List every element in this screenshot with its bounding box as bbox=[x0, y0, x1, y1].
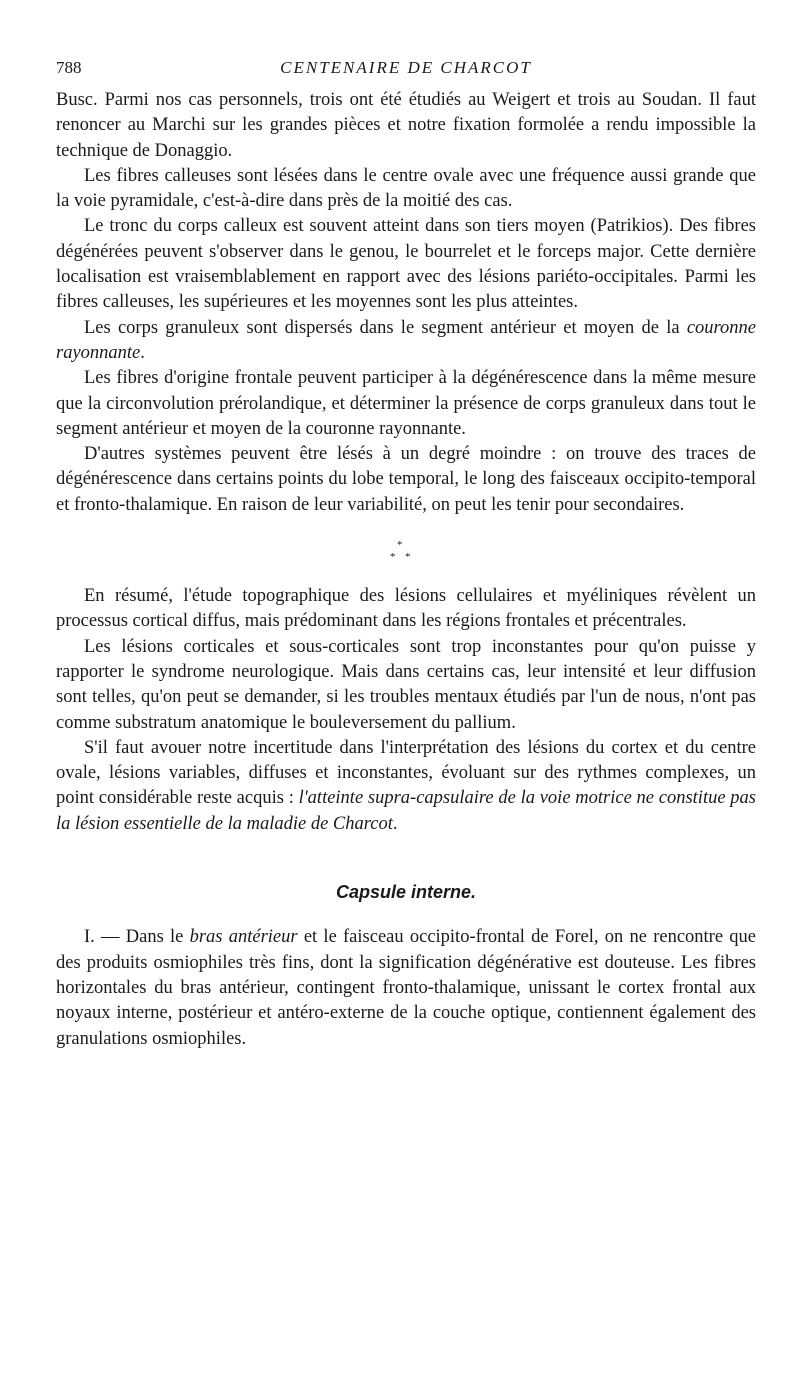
text-run: Les fibres d'origine frontale peuvent participer à la dégénérescence dans la même mesure que la circonvolution prérolandique, et déterminer la présence de corps granuleux dans tout le segment antérieur et moyen de la couronne rayonnante. bbox=[56, 368, 756, 439]
paragraph bbox=[56, 925, 756, 1051]
italic-text: couronne rayonnante bbox=[56, 317, 756, 363]
separator-star-top: * bbox=[397, 539, 403, 552]
italic-text: bras antérieur bbox=[189, 927, 298, 948]
paragraph-group-c bbox=[56, 925, 756, 1051]
text-run: Le tronc du corps calleux est souvent atteint dans son tiers moyen (Patrikios). Des fibres dégénérées peuvent s'observer dans le genou, le bourrelet et le forceps major. Cette dernière localisation est vraisemblablement en rapport avec des lésions pariéto-occipitales. Parmi les fibres calleuses, les supérieures et les moyennes sont les plus atteintes. bbox=[56, 216, 756, 313]
paragraph bbox=[56, 442, 756, 518]
paragraph bbox=[56, 316, 756, 367]
text-run: S'il faut avouer notre incertitude dans l'interprétation des lésions du cortex et du centre ovale, lésions variables, diffuses et inconstantes, évoluant sur des rythmes complexes, un point considérable reste acquis : bbox=[56, 737, 756, 809]
separator-star-right: * bbox=[405, 551, 411, 564]
text-run: . bbox=[140, 342, 145, 363]
text-run: Les lésions corticales et sous-corticales sont trop inconstantes pour qu'on puisse y rapporter le syndrome neurologique. Mais dans certains cas, leur intensité et leur diffusion sont telles, qu'on peut se demander, si les troubles mentaux étudiés par l'un de nous, n'ont pas comme substratum anatomique le bouleversement du pallium. bbox=[56, 636, 756, 733]
section-heading: Capsule interne. bbox=[335, 882, 477, 903]
text-run: Les corps granuleux sont dispersés dans le segment antérieur et moyen de la bbox=[84, 317, 687, 338]
text-run: . bbox=[392, 813, 398, 834]
italic-text: l'atteinte supra-capsulaire de la voie motrice ne constitue pas la lésion essentielle de la maladie de Charcot bbox=[56, 788, 756, 834]
page-number: 788 bbox=[56, 58, 82, 77]
paragraph-group-b bbox=[56, 584, 756, 837]
text-run: En résumé, l'étude topographique des lésions cellulaires et myéliniques révèlent un processus cortical diffus, mais prédominant dans les régions frontales et précentrales. bbox=[56, 586, 756, 632]
text-run: Les fibres calleuses sont lésées dans le centre ovale avec une fréquence aussi grande que la voie pyramidale, c'est-à-dire dans près de la moitié des cas. bbox=[56, 165, 756, 212]
text-run: D'autres systèmes peuvent être lésés à un degré moindre : on trouve des traces de dégénérescence dans certains points du lobe temporal, le long des faisceaux occipito-temporal et fronto-thalamique. En raison de leur variabilité, on peut les tenir pour secondaires. bbox=[56, 444, 756, 515]
text-run: et le faisceau occipito-frontal de Forel, on ne rencontre que des produits osmiophiles très fins, dont la signification dégénérative est douteuse. Les fibres horizontales du bras antérieur, contingent fronto-thalamique, unissant le cortex frontal aux noyaux interne, postérieur et antéro-externe de la couche optique, contiennent également des granulations osmiophiles. bbox=[56, 927, 757, 1049]
paragraph bbox=[56, 164, 756, 215]
separator-star-left: * bbox=[390, 551, 396, 564]
section-separator bbox=[56, 518, 756, 584]
paragraph bbox=[56, 736, 756, 837]
page-body bbox=[56, 88, 756, 1052]
paragraph bbox=[56, 214, 756, 315]
paragraph bbox=[56, 88, 756, 164]
text-run: Busc. Parmi nos cas personnels, trois ont été étudiés au Weigert et trois au Soudan. Il faut renoncer au Marchi sur les grandes pièces et notre fixation formolée a rendu impossible la technique de Donaggio. bbox=[56, 90, 756, 161]
running-title: CENTENAIRE DE CHARCOT bbox=[280, 58, 532, 77]
paragraph-group-a bbox=[56, 88, 756, 518]
paragraph bbox=[56, 584, 756, 635]
text-run: I. — Dans le bbox=[84, 927, 190, 948]
paragraph bbox=[56, 366, 756, 442]
running-header bbox=[56, 58, 756, 82]
paragraph bbox=[56, 635, 756, 736]
